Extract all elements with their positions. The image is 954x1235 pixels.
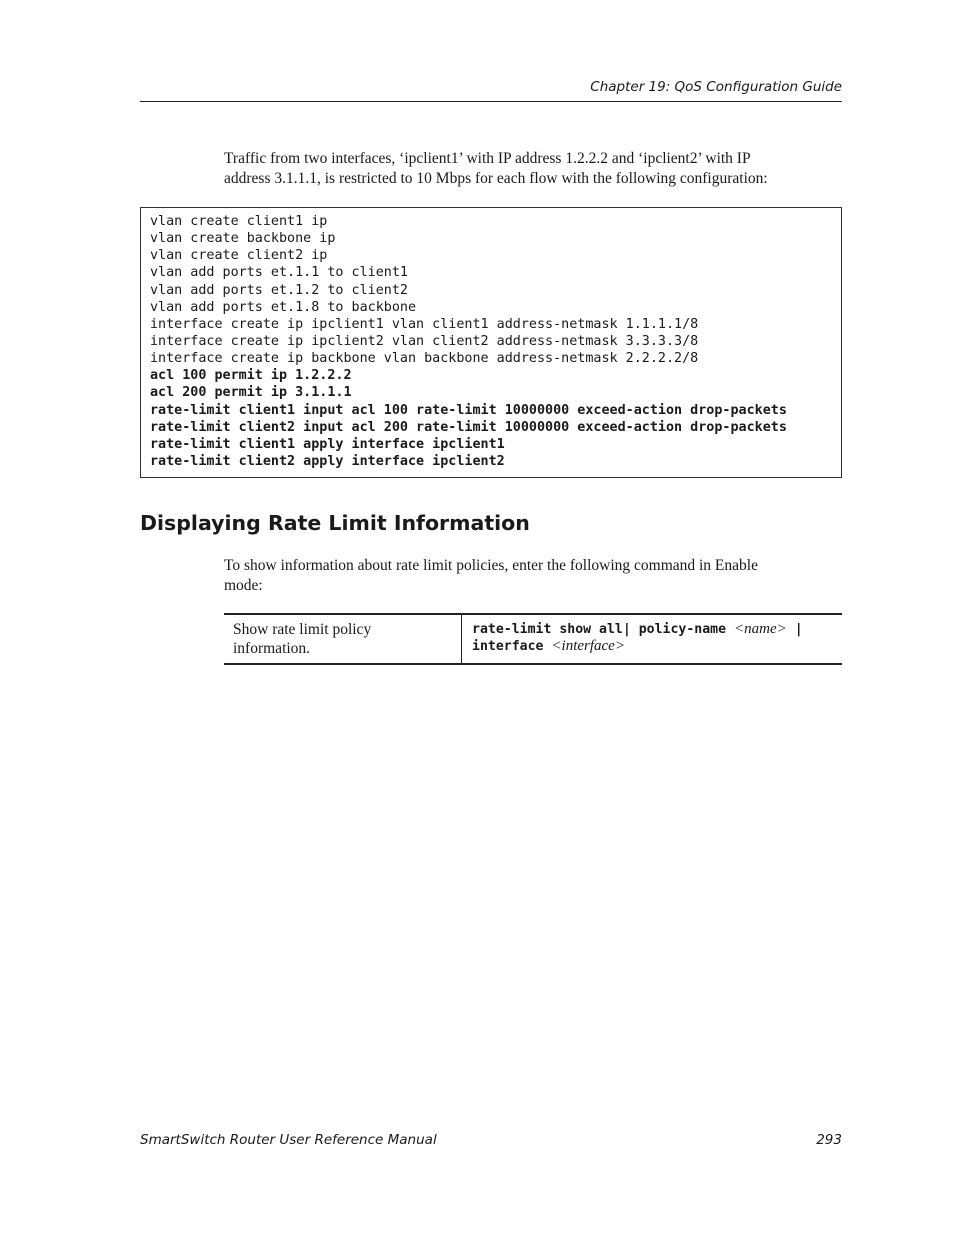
intro-line-2: address 3.1.1.1, is restricted to 10 Mbps for each flow with the following configuration: xyxy=(224,169,768,187)
command-table xyxy=(224,613,842,665)
footer-manual-title: SmartSwitch Router User Reference Manual xyxy=(140,1132,437,1148)
command-syntax xyxy=(472,621,837,655)
command-description-line-2: information. xyxy=(233,640,311,657)
code-line-emphasized: rate-limit client2 apply interface ipclient2 xyxy=(150,453,505,469)
code-line: interface create ip backbone vlan backbone address-netmask 2.2.2.2/8 xyxy=(150,351,699,367)
command-syntax-line-2 xyxy=(472,638,837,655)
code-line-emphasized: acl 100 permit ip 1.2.2.2 xyxy=(150,368,352,384)
syntax-keyword: interface xyxy=(472,639,552,654)
section-paragraph-line-1: To show information about rate limit policies, enter the following command in Enable xyxy=(224,557,758,574)
code-line-emphasized: acl 200 permit ip 3.1.1.1 xyxy=(150,385,352,401)
syntax-keyword: | xyxy=(786,622,803,637)
code-line: vlan create client2 ip xyxy=(150,248,328,264)
code-lines xyxy=(150,213,787,470)
code-line: vlan add ports et.1.2 to client2 xyxy=(150,282,408,298)
header-rule xyxy=(140,101,842,102)
running-header-title: Chapter 19: QoS Configuration Guide xyxy=(590,79,842,95)
code-line: vlan add ports et.1.8 to backbone xyxy=(150,299,417,315)
code-line-emphasized: rate-limit client1 apply interface ipclient1 xyxy=(150,436,505,452)
intro-line-1: Traffic from two interfaces, ‘ipclient1’ with IP address 1.2.2.2 and ‘ipclient2’ with IP xyxy=(224,150,751,167)
table-column-divider xyxy=(461,615,462,663)
code-line-emphasized: rate-limit client2 input acl 200 rate-limit 10000000 exceed-action drop-packets xyxy=(150,419,787,435)
footer-page-number: 293 xyxy=(816,1132,842,1148)
code-line: interface create ip ipclient2 vlan client2 address-netmask 3.3.3.3/8 xyxy=(150,333,699,349)
syntax-keyword: rate-limit show all| policy-name xyxy=(472,622,735,637)
syntax-parameter: <interface> xyxy=(551,638,625,654)
code-line: vlan create backbone ip xyxy=(150,231,336,247)
command-syntax-line-1 xyxy=(472,621,837,638)
code-example-box xyxy=(140,207,842,478)
intro-paragraph xyxy=(224,149,824,188)
section-heading: Displaying Rate Limit Information xyxy=(140,511,530,535)
syntax-parameter: <name> xyxy=(734,621,787,637)
code-line: interface create ip ipclient1 vlan client1 address-netmask 1.1.1.1/8 xyxy=(150,316,699,332)
code-line: vlan add ports et.1.1 to client1 xyxy=(150,265,408,281)
section-paragraph-line-2: mode: xyxy=(224,576,263,594)
code-line-emphasized: rate-limit client1 input acl 100 rate-limit 10000000 exceed-action drop-packets xyxy=(150,402,787,418)
command-description-line-1: Show rate limit policy xyxy=(233,621,372,638)
command-description xyxy=(233,620,453,658)
section-paragraph xyxy=(224,556,824,595)
code-line: vlan create client1 ip xyxy=(150,214,328,229)
